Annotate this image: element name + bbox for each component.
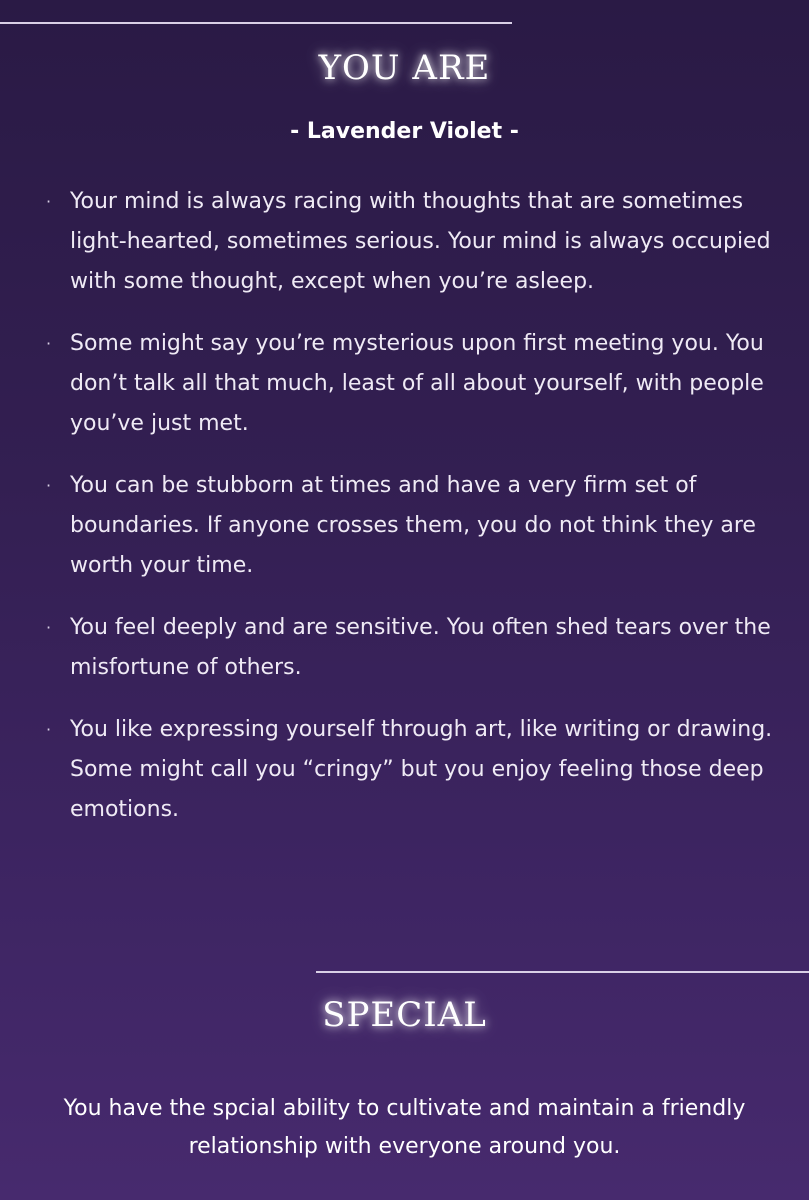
trait-text: You like expressing yourself through art, like writing or drawing. Some might call you “cringy” but you enjoy feeling those deep emotions. xyxy=(70,717,773,822)
trait-item xyxy=(40,608,800,688)
trait-item xyxy=(40,466,800,586)
trait-text: You feel deeply and are sensitive. You often shed tears over the misfortune of others. xyxy=(70,615,771,680)
trait-item xyxy=(40,710,800,830)
bullet-icon: · xyxy=(46,476,52,495)
top-divider xyxy=(0,22,512,24)
bullet-icon: · xyxy=(46,192,52,211)
bullet-icon: · xyxy=(46,618,52,637)
traits-list xyxy=(40,182,800,852)
special-description: You have the spcial ability to cultivate and maintain a friendly relationship with everyone around you. xyxy=(63,1096,746,1159)
result-subtitle: - Lavender Violet - xyxy=(290,119,519,144)
trait-text: Some might say you’re mysterious upon first meeting you. You don’t talk all that much, least of all about yourself, with people you’ve just met. xyxy=(70,331,764,436)
bullet-icon: · xyxy=(46,720,52,739)
trait-item xyxy=(40,324,800,444)
trait-text: You can be stubborn at times and have a very firm set of boundaries. If anyone crosses them, you do not think they are worth your time. xyxy=(70,473,756,578)
bullet-icon: · xyxy=(46,334,52,353)
special-divider xyxy=(316,971,809,973)
you-are-heading: YOU ARE xyxy=(318,48,491,88)
trait-item xyxy=(40,182,800,302)
trait-text: Your mind is always racing with thoughts that are sometimes light-hearted, sometimes serious. Your mind is always occupied with some thought, except when you’re asleep. xyxy=(70,189,771,294)
special-heading: SPECIAL xyxy=(322,995,487,1035)
